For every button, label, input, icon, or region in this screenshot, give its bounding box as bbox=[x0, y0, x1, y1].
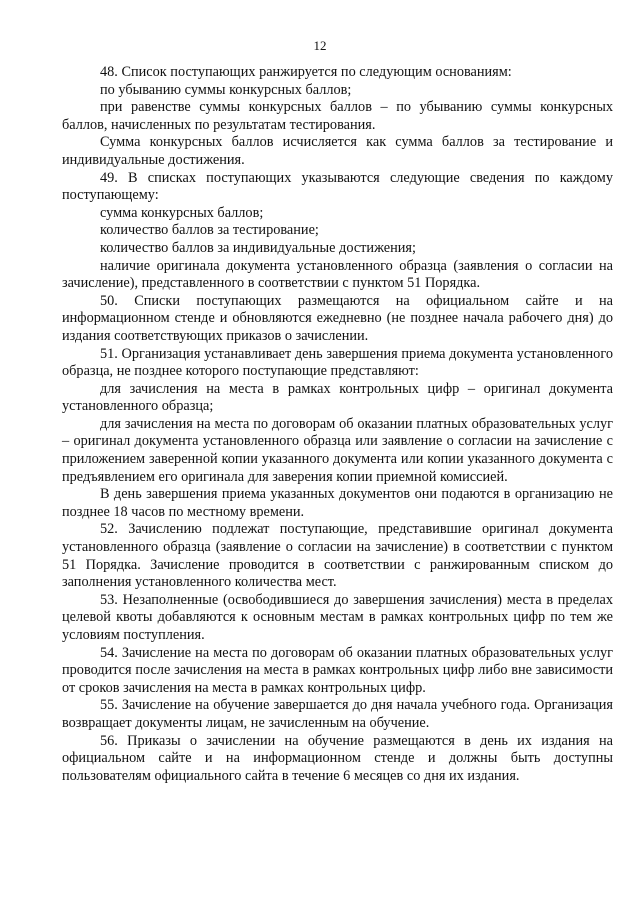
paragraph-51-item-2: для зачисления на места по договорам об оказании платных образовательных услуг – оригинал документа установленного образца или заявление о согласии на зачисление с приложением заверенной копии указанного документа или копии указанного документа с предъявлением его оригинала для заверения копии приемной комиссией. bbox=[62, 415, 613, 485]
paragraph-48-intro: 48. Список поступающих ранжируется по следующим основаниям: bbox=[100, 64, 512, 80]
paragraph-49-item-4: наличие оригинала документа установленного образца (заявления о согласии на зачисление), представленного в соответствии с пунктом 51 Порядка. bbox=[62, 257, 613, 292]
paragraph-49-item-1: сумма конкурсных баллов; bbox=[100, 204, 264, 221]
paragraph-52: 52. Зачислению подлежат поступающие, представившие оригинал документа установленного образца (заявление о согласии на зачисление) в соответствии с пунктом 51 Порядка. Зачисление проводится в соответствии с ранжированным списком до заполнения установленного количества мест. bbox=[62, 521, 613, 591]
page-number: 12 bbox=[313, 38, 327, 53]
paragraph-54: 54. Зачисление на места по договорам об оказании платных образовательных услуг проводится после зачисления на места в рамках контрольных цифр либо вне зависимости от сроков зачисления на места в рамках контрольных цифр. bbox=[62, 644, 613, 696]
paragraph-49-intro: 49. В списках поступающих указываются следующие сведения по каждому поступающему: bbox=[62, 169, 613, 204]
paragraph-56: 56. Приказы о зачислении на обучение размещаются в день их издания на официальном сайте и на информационном стенде и должны быть доступны пользователям официального сайта в течение 6 месяцев со дня их издания. bbox=[62, 732, 613, 784]
paragraph-51-deadline: В день завершения приема указанных документов они подаются в организацию не позднее 18 часов по местному времени. bbox=[62, 486, 613, 520]
paragraph-50: 50. Списки поступающих размещаются на официальном сайте и на информационном стенде и обновляются ежедневно (не позднее начала рабочего дня) до издания соответствующих приказов о зачислении. bbox=[62, 292, 613, 344]
paragraph-49-item-2: количество баллов за тестирование; bbox=[100, 222, 319, 239]
paragraph-49-item-3: количество баллов за индивидуальные достижения; bbox=[100, 239, 416, 256]
paragraph-55: 55. Зачисление на обучение завершается до дня начала учебного года. Организация возвращает документы лицам, не зачисленным на обучение. bbox=[62, 697, 613, 731]
paragraph-48-item-1: по убыванию суммы конкурсных баллов; bbox=[100, 81, 352, 98]
paragraph-48-item-2: при равенстве суммы конкурсных баллов – по убыванию суммы конкурсных баллов, начисленных по результатам тестирования. bbox=[62, 99, 613, 133]
paragraph-53: 53. Незаполненные (освободившиеся до завершения зачисления) места в пределах целевой квоты добавляются к основным местам в рамках контрольных цифр по тем же условиям поступления. bbox=[62, 591, 613, 643]
paragraph-51-item-1: для зачисления на места в рамках контрольных цифр – оригинал документа установленного образца; bbox=[62, 380, 613, 415]
document-body bbox=[62, 64, 613, 785]
paragraph-51-intro: 51. Организация устанавливает день завершения приема документа установленного образца, не позднее которого поступающие представляют: bbox=[62, 345, 613, 380]
paragraph-48-note: Сумма конкурсных баллов исчисляется как сумма баллов за тестирование и индивидуальные достижения. bbox=[62, 134, 613, 168]
